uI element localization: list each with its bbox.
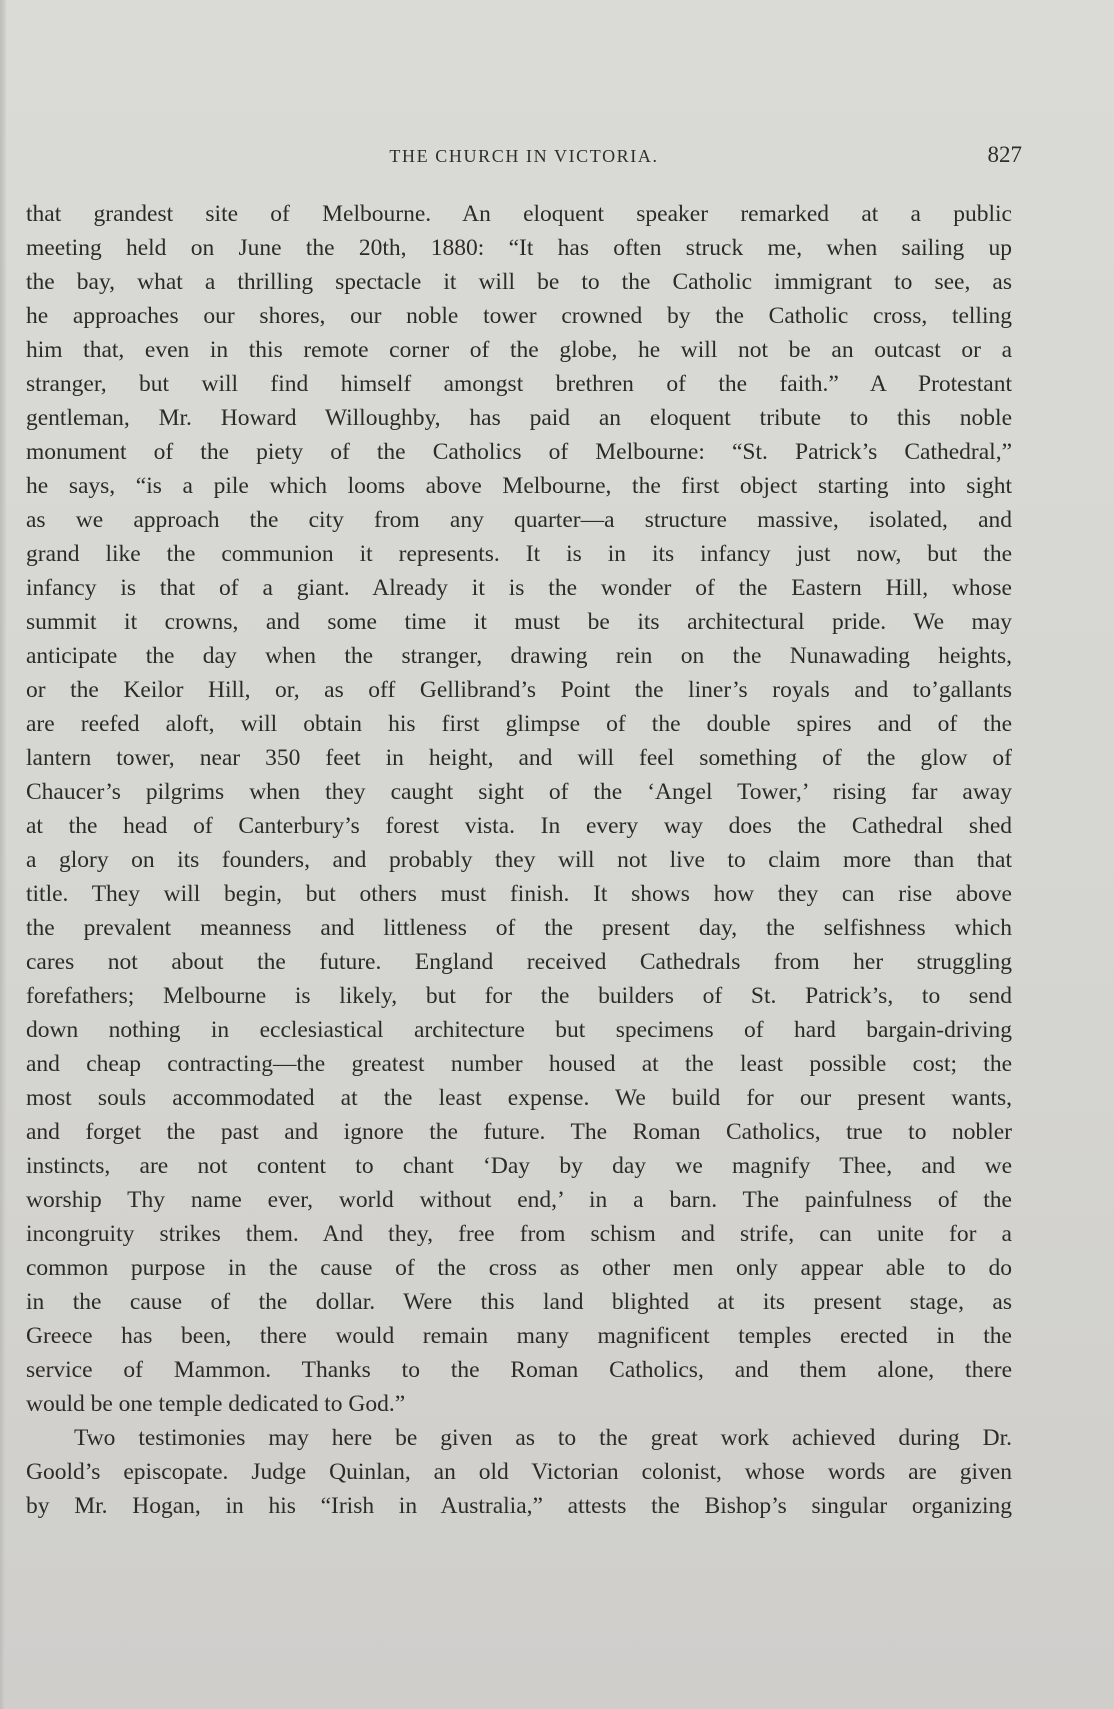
paragraph-1 [26, 197, 1012, 1421]
text-line: and forget the past and ignore the future. The Roman Catholics, true to nobler [26, 1119, 1012, 1145]
text-line: summit it crowns, and some time it must be its architectural pride. We may [26, 609, 1012, 635]
text-line: infancy is that of a giant. Already it is the wonder of the Eastern Hill, whose [26, 575, 1012, 601]
text-line: that grandest site of Melbourne. An eloquent speaker remarked at a public [26, 201, 1012, 227]
text-line: forefathers; Melbourne is likely, but for the builders of St. Patrick’s, to send [26, 983, 1012, 1009]
text-line: monument of the piety of the Catholics of Melbourne: “St. Patrick’s Cathedral,” [26, 439, 1012, 465]
text-line: in the cause of the dollar. Were this land blighted at its present stage, as [26, 1289, 1012, 1315]
text-line: service of Mammon. Thanks to the Roman Catholics, and them alone, there [26, 1357, 1012, 1383]
text-line: the prevalent meanness and littleness of the present day, the selfishness which [26, 915, 1012, 941]
text-line: title. They will begin, but others must finish. It shows how they can rise above [26, 881, 1012, 907]
text-line: at the head of Canterbury’s forest vista. In every way does the Cathedral shed [26, 813, 1012, 839]
text-line: incongruity strikes them. And they, free from schism and strife, can unite for a [26, 1221, 1012, 1247]
text-line: the bay, what a thrilling spectacle it will be to the Catholic immigrant to see, as [26, 269, 1012, 295]
text-line: by Mr. Hogan, in his “Irish in Australia,” attests the Bishop’s singular organizing [26, 1493, 1012, 1519]
text-line: anticipate the day when the stranger, drawing rein on the Nunawading heights, [26, 643, 1012, 669]
text-line: and cheap contracting—the greatest number housed at the least possible cost; the [26, 1051, 1012, 1077]
text-line: down nothing in ecclesiastical architecture but specimens of hard bargain-driving [26, 1017, 1012, 1043]
text-line: grand like the communion it represents. It is in its infancy just now, but the [26, 541, 1012, 567]
text-line: lantern tower, near 350 feet in height, and will feel something of the glow of [26, 745, 1012, 771]
text-line: gentleman, Mr. Howard Willoughby, has paid an eloquent tribute to this noble [26, 405, 1012, 431]
text-line: Greece has been, there would remain many magnificent temples erected in the [26, 1323, 1012, 1349]
text-line: cares not about the future. England received Cathedrals from her struggling [26, 949, 1012, 975]
text-line: stranger, but will find himself amongst brethren of the faith.” A Protestant [26, 371, 1012, 397]
text-line: common purpose in the cause of the cross as other men only appear able to do [26, 1255, 1012, 1281]
text-line: a glory on its founders, and probably they will not live to claim more than that [26, 847, 1012, 873]
text-line: Chaucer’s pilgrims when they caught sight of the ‘Angel Tower,’ rising far away [26, 779, 1012, 805]
text-line: are reefed aloft, will obtain his first glimpse of the double spires and of the [26, 711, 1012, 737]
text-line: instincts, are not content to chant ‘Day by day we magnify Thee, and we [26, 1153, 1012, 1179]
text-line: he says, “is a pile which looms above Melbourne, the first object starting into sight [26, 473, 1012, 499]
text-line: as we approach the city from any quarter—a structure massive, isolated, and [26, 507, 1012, 533]
text-line: worship Thy name ever, world without end,’ in a barn. The painfulness of the [26, 1187, 1012, 1213]
running-head [26, 142, 1022, 176]
text-line: or the Keilor Hill, or, as off Gellibrand’s Point the liner’s royals and to’gallants [26, 677, 1012, 703]
body-text [26, 197, 1012, 1523]
page-spine-edge [0, 0, 6, 1709]
text-line: him that, even in this remote corner of the globe, he will not be an outcast or a [26, 337, 1012, 363]
running-title: THE CHURCH IN VICTORIA. [389, 146, 659, 166]
page-number: 827 [987, 142, 1022, 167]
text-line: he approaches our shores, our noble tower crowned by the Catholic cross, telling [26, 303, 1012, 329]
text-line: meeting held on June the 20th, 1880: “It has often struck me, when sailing up [26, 235, 1012, 261]
text-line: would be one temple dedicated to God.” [26, 1391, 406, 1417]
text-line: most souls accommodated at the least expense. We build for our present wants, [26, 1085, 1012, 1111]
text-line: Two testimonies may here be given as to the great work achieved during Dr. [74, 1425, 1012, 1451]
paragraph-2 [26, 1421, 1012, 1523]
text-line: Goold’s episcopate. Judge Quinlan, an old Victorian colonist, whose words are given [26, 1459, 1012, 1485]
